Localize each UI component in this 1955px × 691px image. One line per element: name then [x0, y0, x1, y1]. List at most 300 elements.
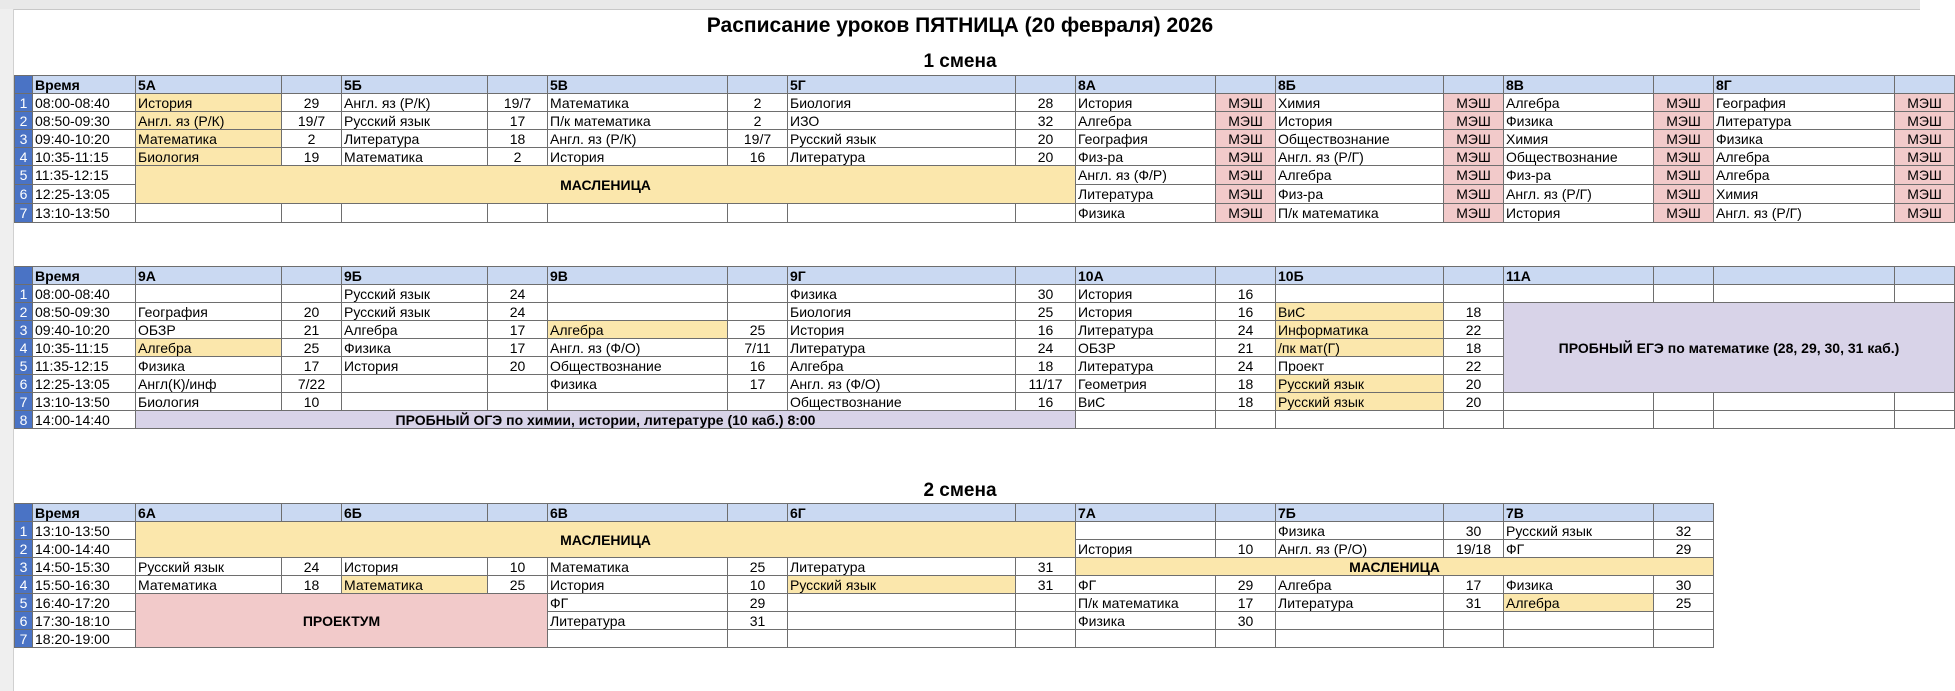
lesson-subject-cell[interactable]: ОБЗР [1076, 339, 1216, 357]
lesson-subject-cell[interactable]: История [1076, 303, 1216, 321]
lesson-room-cell[interactable]: 24 [1216, 357, 1276, 375]
lesson-subject-cell[interactable]: Литература [1076, 357, 1216, 375]
lesson-room-cell[interactable]: 17 [488, 339, 548, 357]
time-cell[interactable]: 10:35-11:15 [33, 148, 136, 166]
lesson-room-cell[interactable]: МЭШ [1895, 148, 1955, 166]
lesson-room-cell[interactable]: МЭШ [1444, 148, 1504, 166]
room-header-cell[interactable] [282, 267, 342, 285]
lesson-room-cell[interactable]: 25 [728, 321, 788, 339]
lesson-room-cell[interactable]: МЭШ [1444, 112, 1504, 130]
lesson-subject-cell[interactable]: История [342, 558, 488, 576]
lesson-subject-cell[interactable]: Англ. яз (Ф/Р) [1076, 166, 1216, 185]
lesson-room-cell[interactable] [1444, 285, 1504, 303]
lesson-room-cell[interactable]: 25 [282, 339, 342, 357]
lesson-subject-cell[interactable]: Литература [548, 612, 728, 630]
row-number-cell[interactable]: 8 [15, 411, 33, 429]
lesson-subject-cell[interactable]: Физика [1076, 612, 1216, 630]
lesson-room-cell[interactable]: 32 [1016, 112, 1076, 130]
lesson-room-cell[interactable]: 25 [488, 576, 548, 594]
room-header-cell[interactable] [1444, 76, 1504, 94]
lesson-room-cell[interactable]: МЭШ [1444, 130, 1504, 148]
holiday-banner-7[interactable]: МАСЛЕНИЦА [1076, 558, 1714, 576]
class-header-cell[interactable]: 10А [1076, 267, 1216, 285]
lesson-subject-cell[interactable] [548, 303, 728, 321]
lesson-room-cell[interactable]: 30 [1216, 612, 1276, 630]
lesson-room-cell[interactable]: 21 [1216, 339, 1276, 357]
lesson-room-cell[interactable] [1444, 411, 1504, 429]
lesson-room-cell[interactable]: МЭШ [1895, 204, 1955, 223]
lesson-room-cell[interactable] [1654, 393, 1714, 411]
holiday-banner[interactable]: МАСЛЕНИЦА [136, 166, 1076, 204]
lesson-room-cell[interactable]: 16 [728, 357, 788, 375]
lesson-room-cell[interactable]: МЭШ [1895, 112, 1955, 130]
lesson-room-cell[interactable]: 2 [728, 112, 788, 130]
lesson-subject-cell[interactable]: Алгебра [1714, 148, 1895, 166]
lesson-room-cell[interactable]: 30 [1654, 576, 1714, 594]
lesson-subject-cell[interactable]: Англ. яз (Р/К) [342, 94, 488, 112]
lesson-room-cell[interactable]: 2 [282, 130, 342, 148]
lesson-room-cell[interactable]: 10 [728, 576, 788, 594]
lesson-subject-cell[interactable] [1714, 393, 1895, 411]
lesson-subject-cell[interactable] [1076, 411, 1216, 429]
row-number-cell[interactable]: 1 [15, 94, 33, 112]
lesson-subject-cell[interactable] [548, 285, 728, 303]
lesson-subject-cell[interactable]: История [1076, 285, 1216, 303]
lesson-subject-cell[interactable]: Физика [1276, 522, 1444, 540]
row-number-cell[interactable]: 6 [15, 185, 33, 204]
row-number-cell[interactable]: 1 [15, 285, 33, 303]
class-header-cell[interactable]: 9Б [342, 267, 488, 285]
lesson-subject-cell[interactable]: История [342, 357, 488, 375]
row-number-cell[interactable]: 2 [15, 303, 33, 321]
lesson-room-cell[interactable]: 2 [728, 94, 788, 112]
lesson-room-cell[interactable]: МЭШ [1895, 94, 1955, 112]
lesson-room-cell[interactable]: 16 [1016, 321, 1076, 339]
lesson-room-cell[interactable]: МЭШ [1895, 166, 1955, 185]
lesson-room-cell[interactable]: МЭШ [1444, 94, 1504, 112]
lesson-subject-cell[interactable]: Алгебра [136, 339, 282, 357]
lesson-subject-cell[interactable] [1076, 522, 1216, 540]
lesson-subject-cell[interactable]: Обществознание [548, 357, 728, 375]
lesson-subject-cell[interactable]: Англ. яз (Р/Г) [1504, 185, 1654, 204]
room-header-cell[interactable] [1216, 76, 1276, 94]
room-header-cell[interactable] [488, 504, 548, 522]
lesson-subject-cell[interactable]: Литература [1714, 112, 1895, 130]
lesson-room-cell[interactable]: 31 [1016, 558, 1076, 576]
lesson-room-cell[interactable]: 17 [1216, 594, 1276, 612]
lesson-room-cell[interactable]: 19/7 [282, 112, 342, 130]
room-header-cell[interactable] [488, 267, 548, 285]
lesson-subject-cell[interactable]: Обществознание [1504, 148, 1654, 166]
lesson-room-cell[interactable]: МЭШ [1895, 185, 1955, 204]
lesson-subject-cell[interactable]: ФГ [1504, 540, 1654, 558]
lesson-subject-cell[interactable]: ИЗО [788, 112, 1016, 130]
room-header-cell[interactable] [1016, 504, 1076, 522]
lesson-subject-cell[interactable]: Англ. яз (Ф/О) [548, 339, 728, 357]
lesson-subject-cell[interactable]: Биология [788, 94, 1016, 112]
room-header-cell[interactable] [1895, 76, 1955, 94]
lesson-subject-cell[interactable]: Химия [1276, 94, 1444, 112]
lesson-subject-cell[interactable] [1504, 612, 1654, 630]
lesson-subject-cell[interactable]: Биология [788, 303, 1016, 321]
lesson-room-cell[interactable] [488, 375, 548, 393]
time-cell[interactable]: 11:35-12:15 [33, 166, 136, 185]
lesson-subject-cell[interactable]: Математика [548, 558, 728, 576]
lesson-room-cell[interactable]: 20 [1444, 393, 1504, 411]
lesson-room-cell[interactable]: 19/7 [488, 94, 548, 112]
time-cell[interactable]: 13:10-13:50 [33, 522, 136, 540]
lesson-subject-cell[interactable]: П/к математика [548, 112, 728, 130]
lesson-subject-cell[interactable] [1504, 285, 1654, 303]
lesson-room-cell[interactable] [1444, 630, 1504, 648]
lesson-room-cell[interactable]: МЭШ [1216, 166, 1276, 185]
lesson-subject-cell[interactable]: География [1714, 94, 1895, 112]
lesson-room-cell[interactable]: 2 [488, 148, 548, 166]
lesson-room-cell[interactable]: 29 [1216, 576, 1276, 594]
lesson-subject-cell[interactable]: ФГ [548, 594, 728, 612]
lesson-subject-cell[interactable]: Математика [342, 576, 488, 594]
class-header-cell[interactable]: 8В [1504, 76, 1654, 94]
lesson-room-cell[interactable] [488, 393, 548, 411]
lesson-room-cell[interactable]: 24 [282, 558, 342, 576]
lesson-room-cell[interactable] [1016, 630, 1076, 648]
lesson-subject-cell[interactable]: Математика [548, 94, 728, 112]
lesson-subject-cell[interactable]: Русский язык [1276, 393, 1444, 411]
lesson-room-cell[interactable] [1895, 411, 1955, 429]
lesson-subject-cell[interactable] [342, 393, 488, 411]
lesson-subject-cell[interactable]: Алгебра [1276, 576, 1444, 594]
lesson-room-cell[interactable]: 18 [1016, 357, 1076, 375]
lesson-subject-cell[interactable]: Русский язык [1504, 522, 1654, 540]
time-cell[interactable]: 18:20-19:00 [33, 630, 136, 648]
lesson-room-cell[interactable]: 32 [1654, 522, 1714, 540]
time-header-cell[interactable]: Время [33, 504, 136, 522]
class-header-cell[interactable]: 9А [136, 267, 282, 285]
lesson-room-cell[interactable]: 29 [1654, 540, 1714, 558]
lesson-room-cell[interactable]: 29 [282, 94, 342, 112]
room-header-cell[interactable] [1016, 76, 1076, 94]
lesson-room-cell[interactable]: 16 [1216, 303, 1276, 321]
time-cell[interactable]: 14:00-14:40 [33, 411, 136, 429]
lesson-room-cell[interactable]: 20 [1016, 130, 1076, 148]
lesson-subject-cell[interactable]: ФГ [1076, 576, 1216, 594]
lesson-subject-cell[interactable]: Англ. яз (Р/Г) [1714, 204, 1895, 223]
time-cell[interactable]: 08:50-09:30 [33, 303, 136, 321]
time-cell[interactable]: 08:50-09:30 [33, 112, 136, 130]
lesson-room-cell[interactable]: 22 [1444, 357, 1504, 375]
lesson-room-cell[interactable] [1016, 612, 1076, 630]
lesson-room-cell[interactable]: МЭШ [1654, 204, 1714, 223]
time-cell[interactable]: 13:10-13:50 [33, 393, 136, 411]
lesson-room-cell[interactable] [1216, 522, 1276, 540]
room-header-cell[interactable] [728, 76, 788, 94]
lesson-subject-cell[interactable]: Физ-ра [1076, 148, 1216, 166]
lesson-room-cell[interactable]: МЭШ [1216, 94, 1276, 112]
time-cell[interactable]: 10:35-11:15 [33, 339, 136, 357]
lesson-subject-cell[interactable]: Литература [788, 558, 1016, 576]
lesson-room-cell[interactable]: МЭШ [1654, 112, 1714, 130]
row-number-cell[interactable]: 7 [15, 393, 33, 411]
lesson-subject-cell[interactable]: Литература [788, 148, 1016, 166]
row-number-cell[interactable]: 2 [15, 540, 33, 558]
lesson-room-cell[interactable]: 16 [1016, 393, 1076, 411]
lesson-room-cell[interactable]: 10 [1216, 540, 1276, 558]
row-number-cell[interactable] [15, 76, 33, 94]
lesson-room-cell[interactable] [728, 285, 788, 303]
room-header-cell[interactable] [282, 504, 342, 522]
lesson-room-cell[interactable] [488, 204, 548, 223]
class-header-cell[interactable]: 9Г [788, 267, 1016, 285]
lesson-subject-cell[interactable]: Математика [136, 576, 282, 594]
lesson-subject-cell[interactable]: Физика [1714, 130, 1895, 148]
class-header-cell[interactable]: 9В [548, 267, 728, 285]
lesson-subject-cell[interactable]: Русский язык [342, 112, 488, 130]
time-cell[interactable]: 16:40-17:20 [33, 594, 136, 612]
class-header-cell[interactable]: 7В [1504, 504, 1654, 522]
lesson-room-cell[interactable] [1654, 612, 1714, 630]
room-header-cell[interactable] [728, 267, 788, 285]
lesson-subject-cell[interactable] [1504, 630, 1654, 648]
row-number-cell[interactable]: 5 [15, 166, 33, 185]
lesson-room-cell[interactable]: 24 [1216, 321, 1276, 339]
class-header-cell[interactable]: 8А [1076, 76, 1216, 94]
lesson-subject-cell[interactable]: История [136, 94, 282, 112]
lesson-room-cell[interactable]: 10 [488, 558, 548, 576]
lesson-subject-cell[interactable]: Русский язык [342, 303, 488, 321]
lesson-subject-cell[interactable]: Физика [136, 357, 282, 375]
time-cell[interactable]: 15:50-16:30 [33, 576, 136, 594]
lesson-room-cell[interactable]: 24 [1016, 339, 1076, 357]
lesson-room-cell[interactable] [1016, 594, 1076, 612]
lesson-subject-cell[interactable]: История [548, 148, 728, 166]
lesson-room-cell[interactable]: 18 [1216, 393, 1276, 411]
row-number-cell[interactable]: 6 [15, 375, 33, 393]
lesson-subject-cell[interactable]: Математика [342, 148, 488, 166]
time-cell[interactable]: 13:10-13:50 [33, 204, 136, 223]
lesson-room-cell[interactable]: 31 [1444, 594, 1504, 612]
lesson-subject-cell[interactable] [1504, 411, 1654, 429]
room-header-cell[interactable] [1654, 504, 1714, 522]
lesson-subject-cell[interactable]: Англ. яз (Ф/О) [788, 375, 1016, 393]
lesson-room-cell[interactable]: 21 [282, 321, 342, 339]
lesson-room-cell[interactable]: 25 [1654, 594, 1714, 612]
time-cell[interactable]: 09:40-10:20 [33, 321, 136, 339]
lesson-room-cell[interactable] [728, 630, 788, 648]
lesson-room-cell[interactable]: МЭШ [1444, 166, 1504, 185]
room-header-cell[interactable] [1216, 504, 1276, 522]
row-number-cell[interactable] [15, 267, 33, 285]
holiday-banner[interactable]: МАСЛЕНИЦА [136, 522, 1076, 558]
lesson-subject-cell[interactable] [548, 393, 728, 411]
lesson-room-cell[interactable]: 17 [1444, 576, 1504, 594]
oge-exam-banner[interactable]: ПРОБНЫЙ ОГЭ по химии, истории, литературе (10 каб.) 8:00 [136, 411, 1076, 429]
class-header-cell[interactable]: 6Б [342, 504, 488, 522]
lesson-subject-cell[interactable] [1276, 285, 1444, 303]
lesson-room-cell[interactable]: 30 [1016, 285, 1076, 303]
lesson-subject-cell[interactable] [1276, 630, 1444, 648]
lesson-room-cell[interactable]: 18 [488, 130, 548, 148]
room-header-cell[interactable] [488, 76, 548, 94]
lesson-room-cell[interactable]: 16 [1216, 285, 1276, 303]
row-number-cell[interactable]: 4 [15, 339, 33, 357]
lesson-room-cell[interactable] [1654, 411, 1714, 429]
room-header-cell[interactable] [1016, 267, 1076, 285]
lesson-subject-cell[interactable]: П/к математика [1276, 204, 1444, 223]
lesson-room-cell[interactable]: МЭШ [1216, 185, 1276, 204]
class-header-cell[interactable]: 5В [548, 76, 728, 94]
lesson-room-cell[interactable] [1895, 393, 1955, 411]
lesson-room-cell[interactable]: 18 [1216, 375, 1276, 393]
lesson-subject-cell[interactable] [1714, 411, 1895, 429]
class-header-cell[interactable]: 11А [1504, 267, 1654, 285]
lesson-subject-cell[interactable]: История [1504, 204, 1654, 223]
lesson-subject-cell[interactable]: Литература [788, 339, 1016, 357]
lesson-subject-cell[interactable]: Биология [136, 148, 282, 166]
row-number-cell[interactable]: 7 [15, 204, 33, 223]
lesson-subject-cell[interactable]: Проект [1276, 357, 1444, 375]
lesson-subject-cell[interactable]: ВиС [1276, 303, 1444, 321]
room-header-cell[interactable] [1895, 267, 1955, 285]
time-cell[interactable]: 08:00-08:40 [33, 285, 136, 303]
lesson-subject-cell[interactable]: Обществознание [1276, 130, 1444, 148]
lesson-subject-cell[interactable]: Алгебра [342, 321, 488, 339]
lesson-room-cell[interactable]: 25 [728, 558, 788, 576]
time-cell[interactable]: 14:50-15:30 [33, 558, 136, 576]
class-header-cell[interactable]: 6А [136, 504, 282, 522]
lesson-room-cell[interactable]: 17 [488, 112, 548, 130]
time-cell[interactable]: 12:25-13:05 [33, 375, 136, 393]
row-number-cell[interactable]: 3 [15, 130, 33, 148]
lesson-room-cell[interactable]: 20 [488, 357, 548, 375]
lesson-room-cell[interactable]: 17 [488, 321, 548, 339]
lesson-subject-cell[interactable]: Физ-ра [1504, 166, 1654, 185]
lesson-room-cell[interactable]: 22 [1444, 321, 1504, 339]
lesson-room-cell[interactable] [728, 393, 788, 411]
lesson-subject-cell[interactable]: Алгебра [1276, 166, 1444, 185]
lesson-subject-cell[interactable]: Биология [136, 393, 282, 411]
class-header-cell[interactable]: 7Б [1276, 504, 1444, 522]
lesson-subject-cell[interactable]: Физика [548, 375, 728, 393]
lesson-subject-cell[interactable]: Алгебра [1504, 94, 1654, 112]
lesson-room-cell[interactable]: 19/18 [1444, 540, 1504, 558]
row-number-cell[interactable]: 1 [15, 522, 33, 540]
class-header-cell[interactable]: 8Б [1276, 76, 1444, 94]
lesson-room-cell[interactable]: 11/17 [1016, 375, 1076, 393]
lesson-subject-cell[interactable]: История [548, 576, 728, 594]
lesson-room-cell[interactable]: МЭШ [1654, 148, 1714, 166]
lesson-subject-cell[interactable]: Физика [1076, 204, 1216, 223]
lesson-room-cell[interactable] [1216, 411, 1276, 429]
lesson-room-cell[interactable]: 19 [282, 148, 342, 166]
lesson-subject-cell[interactable] [548, 204, 728, 223]
time-cell[interactable]: 08:00-08:40 [33, 94, 136, 112]
lesson-subject-cell[interactable]: Алгебра [788, 357, 1016, 375]
lesson-subject-cell[interactable]: Физика [1504, 576, 1654, 594]
time-cell[interactable]: 09:40-10:20 [33, 130, 136, 148]
lesson-subject-cell[interactable]: Химия [1504, 130, 1654, 148]
class-header-cell[interactable]: 6В [548, 504, 728, 522]
lesson-room-cell[interactable] [1895, 285, 1955, 303]
lesson-room-cell[interactable] [1654, 285, 1714, 303]
class-header-cell[interactable]: 7А [1076, 504, 1216, 522]
lesson-room-cell[interactable]: МЭШ [1895, 130, 1955, 148]
lesson-subject-cell[interactable]: Англ. яз (Р/Г) [1276, 148, 1444, 166]
lesson-room-cell[interactable]: 25 [1016, 303, 1076, 321]
lesson-room-cell[interactable] [1216, 630, 1276, 648]
lesson-subject-cell[interactable] [342, 204, 488, 223]
class-header-cell[interactable]: 5Б [342, 76, 488, 94]
lesson-subject-cell[interactable] [788, 612, 1016, 630]
lesson-room-cell[interactable]: 24 [488, 303, 548, 321]
time-header-cell[interactable]: Время [33, 76, 136, 94]
room-header-cell[interactable] [1216, 267, 1276, 285]
class-header-cell[interactable]: 5А [136, 76, 282, 94]
lesson-room-cell[interactable]: 18 [282, 576, 342, 594]
lesson-subject-cell[interactable]: Англ. яз (Р/К) [548, 130, 728, 148]
lesson-room-cell[interactable]: МЭШ [1444, 204, 1504, 223]
lesson-subject-cell[interactable]: Обществознание [788, 393, 1016, 411]
lesson-room-cell[interactable]: МЭШ [1654, 130, 1714, 148]
lesson-subject-cell[interactable]: Алгебра [1714, 166, 1895, 185]
lesson-subject-cell[interactable]: Литература [1076, 185, 1216, 204]
lesson-subject-cell[interactable]: История [1076, 540, 1216, 558]
row-number-cell[interactable]: 3 [15, 321, 33, 339]
class-header-cell[interactable]: 10Б [1276, 267, 1444, 285]
class-header-cell[interactable] [1714, 267, 1895, 285]
class-header-cell[interactable]: 5Г [788, 76, 1016, 94]
row-number-cell[interactable]: 2 [15, 112, 33, 130]
lesson-room-cell[interactable]: 20 [282, 303, 342, 321]
lesson-subject-cell[interactable]: Русский язык [136, 558, 282, 576]
lesson-subject-cell[interactable]: Русский язык [1276, 375, 1444, 393]
lesson-room-cell[interactable]: 30 [1444, 522, 1504, 540]
time-cell[interactable]: 14:00-14:40 [33, 540, 136, 558]
lesson-subject-cell[interactable] [1276, 411, 1444, 429]
lesson-subject-cell[interactable]: Математика [136, 130, 282, 148]
lesson-subject-cell[interactable] [136, 285, 282, 303]
lesson-room-cell[interactable]: 29 [728, 594, 788, 612]
lesson-subject-cell[interactable]: Алгебра [1504, 594, 1654, 612]
lesson-room-cell[interactable] [1654, 630, 1714, 648]
room-header-cell[interactable] [728, 504, 788, 522]
row-number-cell[interactable]: 5 [15, 357, 33, 375]
lesson-subject-cell[interactable]: Англ. яз (Р/К) [136, 112, 282, 130]
lesson-room-cell[interactable]: МЭШ [1654, 166, 1714, 185]
lesson-subject-cell[interactable]: Физ-ра [1276, 185, 1444, 204]
lesson-room-cell[interactable]: МЭШ [1216, 148, 1276, 166]
row-number-cell[interactable]: 5 [15, 594, 33, 612]
lesson-subject-cell[interactable] [548, 630, 728, 648]
lesson-subject-cell[interactable]: Литература [1276, 594, 1444, 612]
lesson-subject-cell[interactable]: Русский язык [788, 130, 1016, 148]
time-cell[interactable]: 11:35-12:15 [33, 357, 136, 375]
class-header-cell[interactable]: 8Г [1714, 76, 1895, 94]
lesson-subject-cell[interactable]: Англ. яз (Р/О) [1276, 540, 1444, 558]
lesson-room-cell[interactable]: 31 [728, 612, 788, 630]
lesson-subject-cell[interactable]: Алгебра [1076, 112, 1216, 130]
time-cell[interactable]: 17:30-18:10 [33, 612, 136, 630]
room-header-cell[interactable] [1654, 76, 1714, 94]
room-header-cell[interactable] [1444, 267, 1504, 285]
lesson-room-cell[interactable]: МЭШ [1654, 185, 1714, 204]
lesson-subject-cell[interactable]: Информатика [1276, 321, 1444, 339]
lesson-room-cell[interactable] [1016, 204, 1076, 223]
room-header-cell[interactable] [282, 76, 342, 94]
lesson-room-cell[interactable]: 20 [1016, 148, 1076, 166]
lesson-subject-cell[interactable]: Литература [1076, 321, 1216, 339]
lesson-subject-cell[interactable]: ВиС [1076, 393, 1216, 411]
lesson-room-cell[interactable]: 18 [1444, 339, 1504, 357]
